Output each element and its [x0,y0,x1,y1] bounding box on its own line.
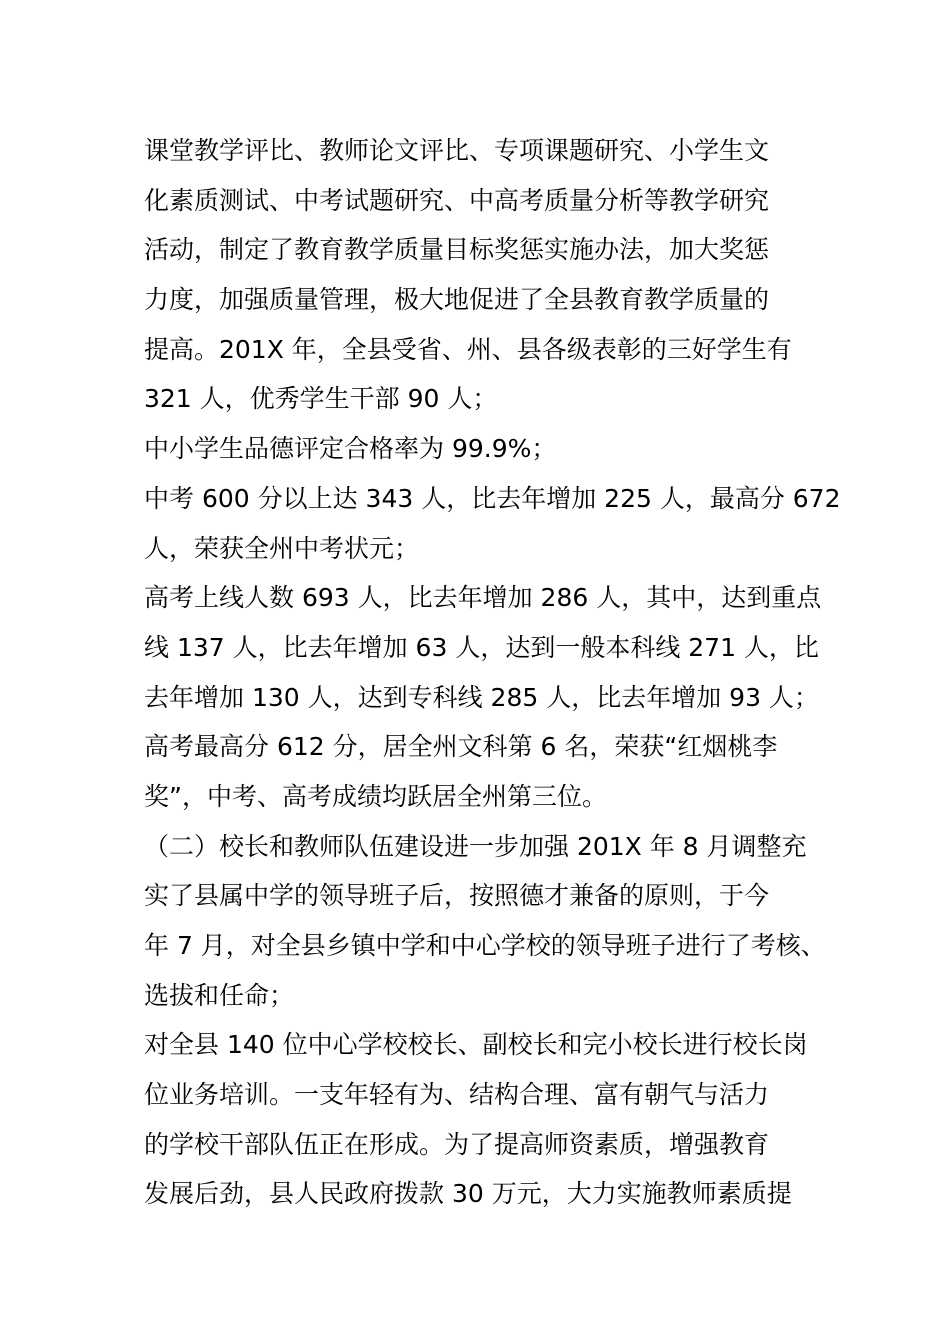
text-line: 对全县 140 位中心学校校长、副校长和完小校长进行校长岗 [144,1030,808,1060]
text-line: 人，荣获全州中考状元； [144,533,420,563]
text-line: 活动，制定了教育教学质量目标奖惩实施办法，加大奖惩 [144,235,770,265]
text-line: 提高。201X 年，全县受省、州、县各级表彰的三好学生有 [144,334,792,364]
text-line: 奖”，中考、高考成绩均跃居全州第三位。 [144,781,607,811]
text-line: 线 137 人，比去年增加 63 人，达到一般本科线 271 人，比 [144,632,819,662]
text-line: 321 人，优秀学生干部 90 人； [144,384,498,414]
text-line: 高考最高分 612 分，居全州文科第 6 名，荣获“红烟桃李 [144,732,778,762]
text-line: 的学校干部队伍正在形成。为了提高师资素质，增强教育 [144,1129,770,1159]
text-line: 去年增加 130 人，达到专科线 285 人，比去年增加 93 人； [144,682,819,712]
text-line: 位业务培训。一支年轻有为、结构合理、富有朝气与活力 [144,1080,770,1110]
text-line: 年 7 月，对全县乡镇中学和中心学校的领导班子进行了考核、 [144,931,826,960]
text-line: （二）校长和教师队伍建设进一步加强 201X 年 8 月调整充 [144,831,807,861]
text-line: 中小学生品德评定合格率为 99.9%； [144,434,557,464]
text-line: 选拔和任命； [144,980,295,1010]
text-line: 中考 600 分以上达 343 人，比去年增加 225 人，最高分 672 [144,483,841,513]
text-line: 高考上线人数 693 人，比去年增加 286 人，其中，达到重点 [144,583,822,613]
text-line: 力度，加强质量管理，极大地促进了全县教育教学质量的 [144,285,770,315]
document-body [144,126,844,1219]
text-line: 化素质测试、中考试题研究、中高考质量分析等教学研究 [144,185,770,215]
text-line: 实了县属中学的领导班子后，按照德才兼备的原则，于今 [144,881,770,911]
text-line: 发展后劲，县人民政府拨款 30 万元，大力实施教师素质提 [144,1179,792,1209]
text-line: 课堂教学评比、教师论文评比、专项课题研究、小学生文 [144,136,770,165]
